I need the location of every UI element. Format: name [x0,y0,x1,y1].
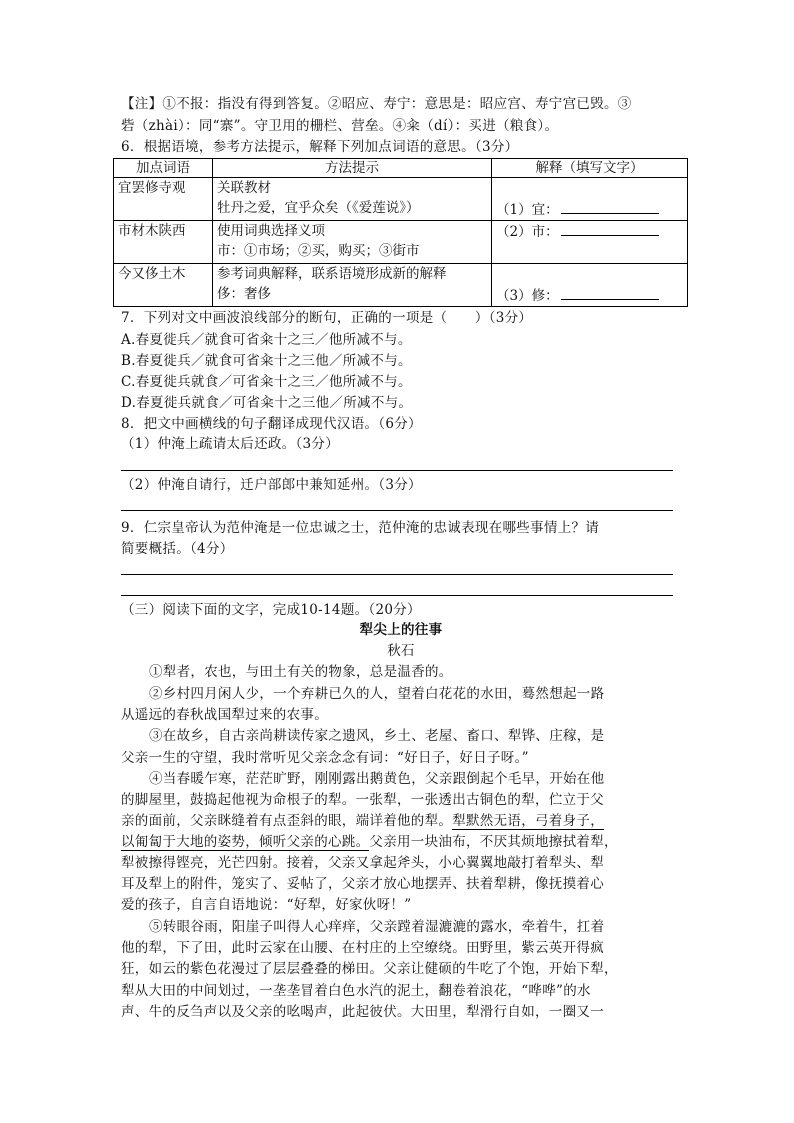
paragraph-4-line [121,831,681,853]
hint-line: 牡丹之爱，宜乎众矣（《爱莲说》） [217,200,420,216]
text-run: 父亲用一块油布，不厌其烦地擦拭着犁， [369,834,618,850]
answer-label: （2）市： [496,224,559,240]
q8-title: 8．把文中画横线的句子翻译成现代汉语。（6分） [121,416,422,432]
table-row [114,221,688,264]
answer-label: （3）修： [496,288,559,304]
table-cell-word: 市材木陕西 [114,221,213,264]
q7-option-b: B.春夏徙兵／就食可省籴十之三他／所减不与。 [121,353,412,369]
paragraph-4-line: 爱的孩子，自言自语地说：“好犁，好家伙呀！” [121,897,412,913]
q8-sub-1: （1）仲淹上疏请太后还政。（3分） [121,436,340,452]
answer-blank[interactable] [561,199,659,214]
paragraph-2-line: 从遥远的春秋战国犁过来的农事。 [121,707,328,723]
article-title: 犁尖上的往事 [359,622,443,638]
paragraph-4-line: 的脚屋里，鼓捣起他视为命根子的犁。一张犁，一张透出古铜色的犁，伫立于父 [121,792,604,808]
answer-blank[interactable] [561,221,659,236]
q8-sub-2: （2）仲淹自请行，迁户部郎中兼知延州。（3分） [121,477,422,493]
answer-line[interactable] [121,595,673,596]
answer-line[interactable] [121,510,673,511]
answer-blank[interactable] [561,285,659,300]
paragraph-4-line: 犁被擦得铿亮，光芒四射。接着，父亲又拿起斧头，小心翼翼地敲打着犁头、犁 [121,855,604,871]
hint-line: 参考词典解释，联系语境形成新的解释 [217,266,447,282]
hint-line: 关联教材 [217,180,271,196]
paragraph-2-line: ②乡村四月闲人少，一个弃耕已久的人，望着白花花的水田，蓦然想起一路 [149,686,605,702]
hint-line: 使用词典选择义项 [217,223,325,239]
article-author: 秋石 [387,643,415,659]
q9-line-2: 简要概括。（4分） [121,541,234,557]
paragraph-4-line: ④当春暖乍寒，茫茫旷野，刚刚露出鹅黄色，父亲跟倒起个毛早，开始在他 [149,771,605,787]
answer-line[interactable] [121,574,673,575]
hint-line: 市：①市场；②买，购买；③街市 [217,243,420,259]
hint-line: 侈：奢侈 [217,286,271,302]
table-row [114,264,688,307]
q7-option-a: A.春夏徙兵／就食可省籴十之三／他所减不与。 [121,332,412,348]
text-run: 亲的面前，父亲眯缝着有点歪斜的眼，端详着他的犁。 [121,813,453,829]
paragraph-5-line: 狂，如云的紫色花漫过了层层叠叠的梯田。父亲让健硕的牛吃了个饱，开始下犁， [121,961,618,977]
underlined-sentence: 以匍匐于大地的姿势，倾听父亲的心跳。 [121,834,370,850]
table-cell-answer [492,221,688,264]
table-cell-word: 今又侈土木 [114,264,213,307]
answer-label: （1）宜： [496,202,559,218]
table-cell-answer [492,264,688,307]
note-line-2: 砦（zhài）：同“寨”。守卫用的栅栏、营垒。④籴（dí）：买进（粮食）。 [121,118,559,134]
paragraph-5-line: 声、牛的反刍声以及父亲的吆喝声，此起彼伏。大田里，犁滑行自如，一圈又一 [121,1004,604,1020]
q6-table [113,158,688,307]
table-header-cell: 加点词语 [114,159,213,178]
table-row [114,178,688,221]
q6-title: 6．根据语境，参考方法提示，解释下列加点词语的意思。（3分） [121,139,519,155]
table-cell-hint [213,178,492,221]
q7-option-d: D.春夏徙兵就食／可省籴十之三他／所减不与。 [121,395,413,411]
paragraph-4-line [121,810,681,832]
paragraph-5-line: ⑤转眼谷雨，阳崖子叫得人心痒痒，父亲蹚着湿漉漉的露水，牵着牛，扛着 [149,919,605,935]
paragraph-5-line: 犁从大田的中间划过，一垄垄冒着白色水汽的泥土，翻卷着浪花，“哗哗”的水 [121,983,591,999]
part3-heading: （三）阅读下面的文字，完成10-14题。（20分） [121,602,421,618]
paragraph-3-line: 父亲一生的守望，我时常听见父亲念念有词：“好日子，好日子呀。” [121,750,529,766]
q7-title: 7．下列对文中画波浪线部分的断句，正确的一项是（ ）（3分） [121,310,533,326]
table-cell-hint [213,264,492,307]
q7-option-c: C.春夏徙兵就食／可省籴十之三／他所减不与。 [121,374,412,390]
table-header-row [114,159,688,178]
table-cell-hint [213,221,492,264]
table-header-cell: 解释（填写文字） [492,159,688,178]
table-header-cell: 方法提示 [213,159,492,178]
underlined-sentence: 犁默然无语，弓着身子， [452,813,605,829]
answer-line[interactable] [121,470,673,471]
note-line-1: 【注】①不报：指没有得到答复。②昭应、寿宁：意思是：昭应宫、寿宁宫已毁。③ [121,96,632,112]
paragraph-5-line: 他的犁，下了田，此时云家在山腰、在村庄的上空缭绕。田野里，紫云英开得疯 [121,940,604,956]
paragraph-3-line: ③在故乡，自古亲尚耕读传家之遗风，乡土、老屋、畜口、犁铧、庄稼，是 [149,728,605,744]
q9-line-1: 9．仁宗皇帝认为范仲淹是一位忠诚之士，范仲淹的忠诚表现在哪些事情上？请 [121,520,600,536]
table-cell-answer [492,178,688,221]
paragraph-1: ①犁者，农也，与田土有关的物象，总是温香的。 [149,664,453,680]
paragraph-4-line: 耳及犁上的附件，笼实了、妥帖了，父亲才放心地摆弄、扶着犁耕，像抚摸着心 [121,876,604,892]
table-cell-word: 宜罢修寺观 [114,178,213,221]
